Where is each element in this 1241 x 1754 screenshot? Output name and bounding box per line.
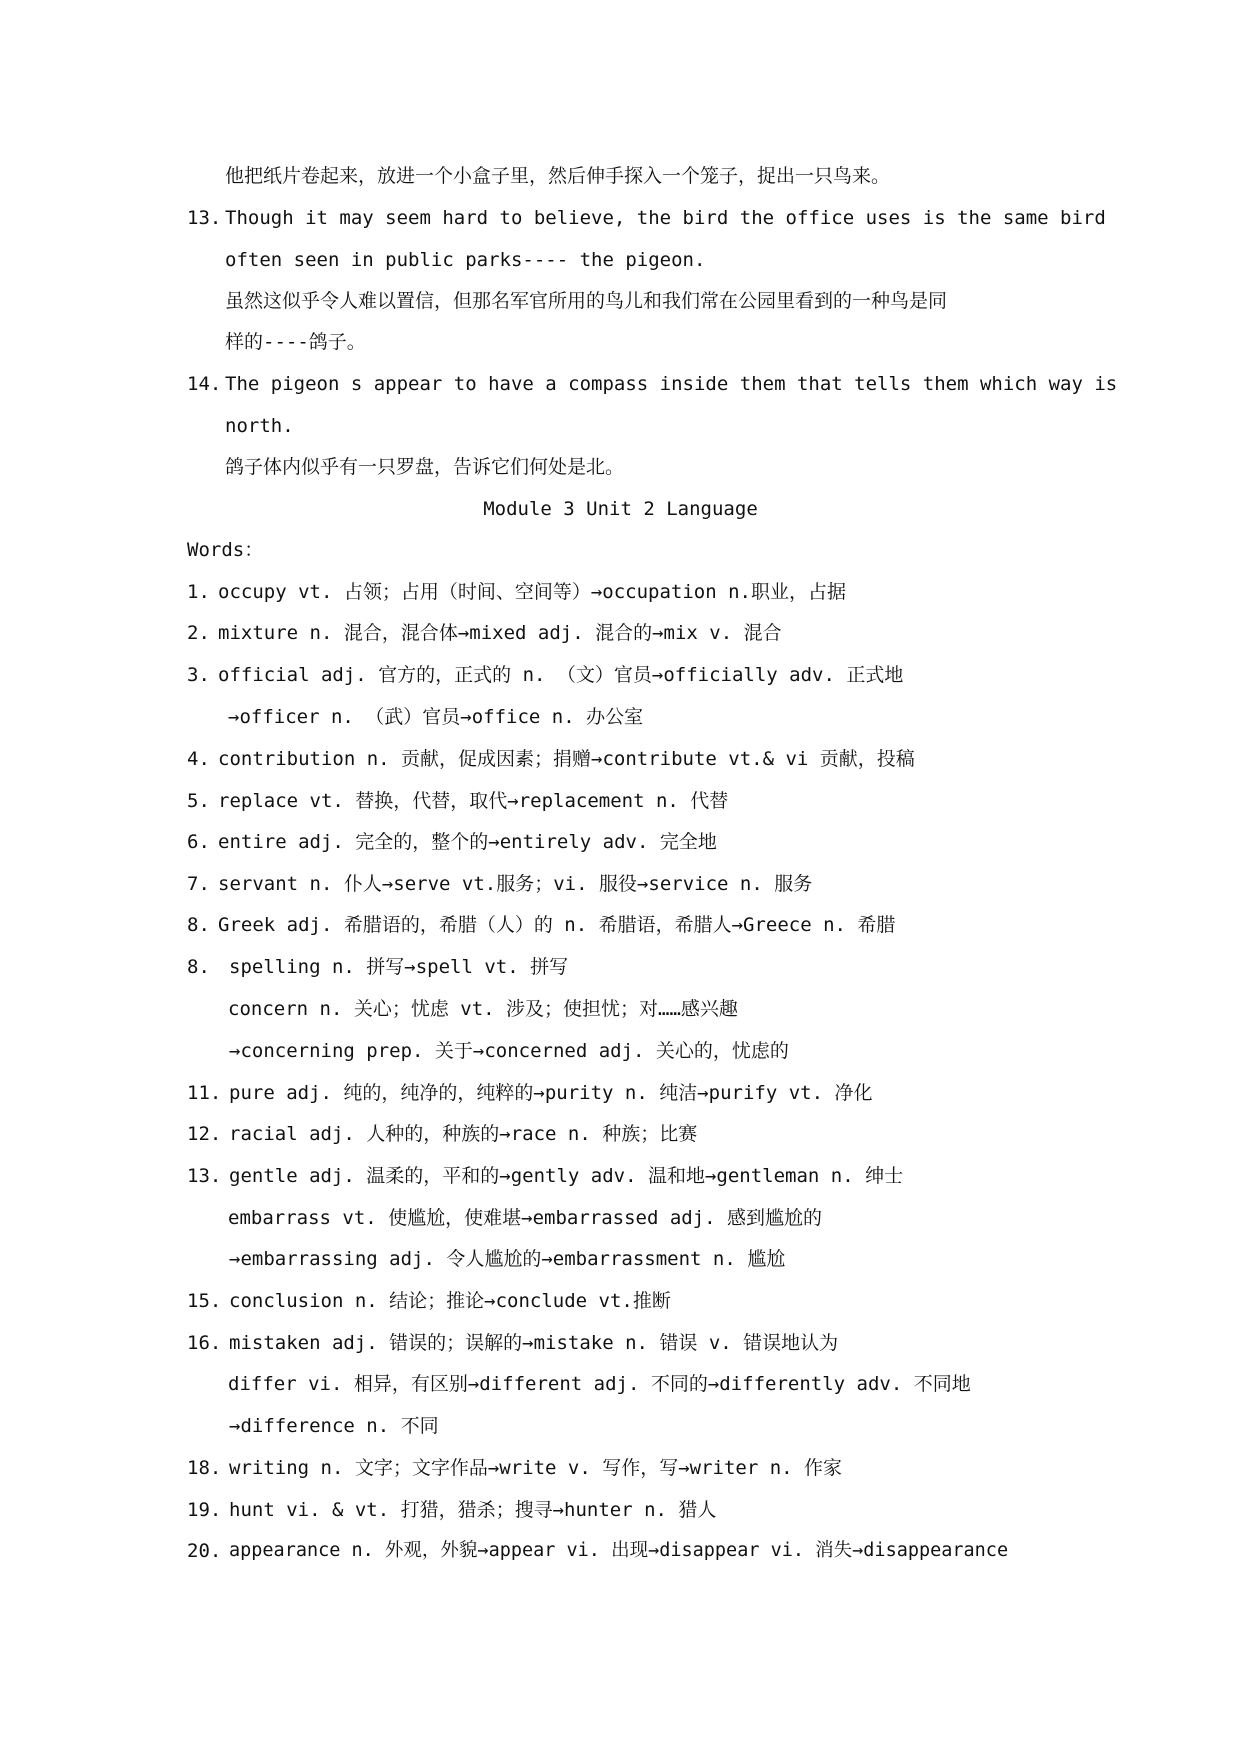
entry-number: 15. [187,1290,222,1312]
entry-text: concern n. 关心；忧虑 vt. 涉及；使担忧；对……感兴趣 [228,998,738,1020]
entry-number: 12. [187,1123,222,1145]
entry-number: 8. [187,956,210,978]
entry-text: differ vi. 相异，有区别→different adj. 不同的→differently adv. 不同地 [228,1373,971,1395]
line-text: north. [225,415,294,437]
entry-text: writing n. 文字；文字作品→write v. 写作，写→writer n. 作家 [229,1457,843,1479]
entry-number: 2. [187,622,210,644]
entry-number: 11. [187,1082,222,1104]
entry-text: official adj. 官方的，正式的 n. （文）官员→officially adv. 正式地 [218,664,904,686]
line-number: 14. [187,373,222,395]
entry-text: embarrass vt. 使尴尬，使难堪→embarrassed adj. 感到尴尬的 [228,1207,823,1229]
entry-text: occupy vt. 占领；占用（时间、空间等）→occupation n.职业，占据 [218,581,846,603]
entry-text: gentle adj. 温柔的，平和的→gently adv. 温和地→gentleman n. 绅士 [229,1165,904,1187]
entry-number: 19. [187,1499,222,1521]
entry-text: conclusion n. 结论；推论→conclude vt.推断 [229,1290,671,1312]
entry-text: pure adj. 纯的，纯净的，纯粹的→purity n. 纯洁→purify vt. 净化 [229,1082,873,1104]
entry-number: 3. [187,664,210,686]
entry-text: →officer n. （武）官员→office n. 办公室 [228,706,644,728]
entry-number: 6. [187,831,210,853]
entry-text: spelling n. 拼写→spell vt. 拼写 [229,956,569,978]
entry-text: servant n. 仆人→serve vt.服务；vi. 服役→service n. 服务 [218,873,813,895]
entry-text: replace vt. 替换，代替，取代→replacement n. 代替 [218,790,729,812]
line-text: 样的----鸽子。 [225,331,366,353]
line-text: often seen in public parks---- the pigeon. [225,249,706,271]
entry-text: entire adj. 完全的，整个的→entirely adv. 完全地 [218,831,717,853]
entry-number: 8. [187,914,210,936]
entry-text: →concerning prep. 关于→concerned adj. 关心的，忧虑的 [229,1040,789,1062]
line-text: 虽然这似乎令人难以置信，但那名军官所用的鸟儿和我们常在公园里看到的一种鸟是同 [225,290,948,312]
line-text: 鸽子体内似乎有一只罗盘，告诉它们何处是北。 [225,456,625,478]
entry-text: racial adj. 人种的，种族的→race n. 种族；比赛 [229,1123,698,1145]
entry-text: →embarrassing adj. 令人尴尬的→embarrassment n. 尴尬 [229,1248,786,1270]
line-text: The pigeon s appear to have a compass inside them that tells them which way is [225,373,1118,395]
entry-number: 20. [187,1540,222,1562]
entry-number: 16. [187,1332,222,1354]
entry-text: mixture n. 混合，混合体→mixed adj. 混合的→mix v. 混合 [218,622,782,644]
line-text: 他把纸片卷起来，放进一个小盒子里，然后伸手探入一个笼子，捉出一只鸟来。 [225,165,891,187]
entry-number: 1. [187,581,210,603]
line-text: Though it may seem hard to believe, the bird the office uses is the same bird [225,207,1106,229]
entry-number: 7. [187,873,210,895]
entry-number: 4. [187,748,210,770]
entry-number: 18. [187,1457,222,1479]
line-number: 13. [187,207,222,229]
section-title: Module 3 Unit 2 Language [483,498,758,520]
entry-text: →difference n. 不同 [229,1415,439,1437]
entry-number: 5. [187,790,210,812]
entry-text: Greek adj. 希腊语的，希腊（人）的 n. 希腊语，希腊人→Greece n. 希腊 [218,914,896,936]
entry-text: appearance n. 外观，外貌→appear vi. 出现→disappear vi. 消失→disappearance [229,1540,1009,1561]
entry-number: 13. [187,1165,222,1187]
entry-text: hunt vi. & vt. 打猎，猎杀；搜寻→hunter n. 猎人 [229,1499,717,1521]
words-heading: Words： [187,539,264,561]
entry-text: contribution n. 贡献，促成因素；捐赠→contribute vt.& vi 贡献，投稿 [218,748,915,770]
entry-text: mistaken adj. 错误的；误解的→mistake n. 错误 v. 错误地认为 [229,1332,839,1354]
